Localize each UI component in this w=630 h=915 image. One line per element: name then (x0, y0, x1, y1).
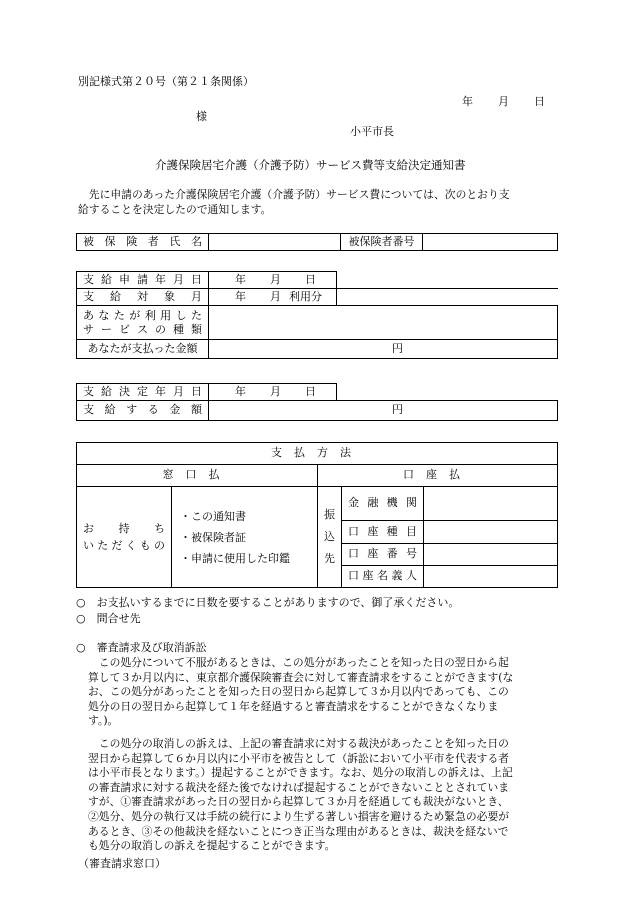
target-suffix: 利用分 (289, 289, 322, 303)
decision-amount-label: 支給する金額 (77, 401, 209, 421)
counter-payment-text: 窓口払 (162, 468, 232, 482)
counter-payment-header (77, 465, 318, 487)
blank-cell (337, 384, 558, 401)
target-year: 年 (235, 289, 246, 303)
recipient-suffix: 様 (196, 110, 207, 123)
insured-number-field[interactable] (423, 234, 558, 251)
target-month: 月 (270, 289, 281, 303)
payment-table (76, 442, 558, 588)
bring-label-line: いただくもの (83, 539, 165, 552)
insured-name-label: 被保険者氏名 (77, 234, 209, 251)
insured-table (76, 233, 558, 251)
bank-payment-header (318, 465, 558, 487)
decision-amount-field[interactable] (209, 401, 558, 421)
service-type-label-line: あなたが利用した (83, 308, 202, 322)
application-date-month: 月 (270, 272, 281, 286)
issue-month-label: 月 (498, 95, 509, 108)
appeal-title: ○ 審査請求及び取消訴訟 (76, 641, 207, 654)
decision-table (76, 383, 558, 421)
decision-date-month: 月 (270, 384, 281, 398)
bring-item: ・この通知書 (180, 509, 246, 523)
payment-title (77, 443, 558, 465)
appeal-line: 翌日から起算して６か月以内に小平市を被告として（訴訟において小平市を代表する者 (88, 751, 510, 765)
insured-number-label: 被保険者番号 (341, 234, 423, 251)
appeal-line: ②処分、処分の執行又は手続の続行により生ずる著しい損害を避けるため緊急の必要が (88, 809, 510, 823)
decision-date-year: 年 (235, 384, 246, 398)
intro-line: 先に申請のあった介護保険居宅介護（介護予防）サービス費については、次のとおり支 (78, 188, 510, 201)
appeal-line: 算して３か月以内に、東京都介護保険審査会に対して審査請求をすることができます(な (88, 670, 514, 684)
appeal-line: も処分の取消しの訴えを提起することができます。 (88, 839, 336, 853)
issue-day-label: 日 (534, 95, 545, 108)
paid-amount-label: あなたが支払った金額 (77, 340, 209, 359)
payment-title-text: 支払方法 (271, 446, 364, 460)
intro-paragraph (78, 188, 558, 217)
paid-amount-field[interactable] (209, 340, 558, 359)
intro-line: 給することを決定したので通知します。 (78, 202, 272, 216)
bank-name-field[interactable] (424, 487, 558, 521)
bank-name-label: 金融機関 (342, 487, 424, 521)
appeal-paragraph-1 (88, 656, 558, 729)
appeal-line: この処分について不服があるときは、この処分があったことを知った日の翌日から起 (88, 656, 509, 669)
note-delay: ○ お支払いするまでに日数を要することがありますので、御了承ください。 (76, 596, 460, 609)
appeal-line: お、この処分があったことを知った日の翌日から起算して３か月以内であっても、この (88, 685, 509, 699)
yen-label: 円 (392, 341, 403, 355)
service-type-label (77, 306, 209, 340)
insured-name-field[interactable] (209, 234, 341, 251)
note-inquiry: ○ 問合せ先 (76, 612, 141, 625)
appeal-line: は小平市長となります。）提起することができます。なお、処分の取消しの訴えは、上記 (88, 766, 513, 780)
bring-label-line: お持ち (83, 522, 165, 535)
decision-date-label: 支給決定年月日 (77, 384, 209, 401)
application-table (76, 271, 558, 359)
blank-cell (337, 272, 558, 289)
transfer-char: 先 (324, 552, 335, 565)
appeal-line: の審査請求に対する裁決を経た後でなければ提起することができないこととされていま (88, 780, 510, 794)
bring-item: ・被保険者証 (180, 530, 246, 544)
account-holder-field[interactable] (424, 566, 558, 588)
account-type-field[interactable] (424, 521, 558, 544)
bank-payment-text: 口座払 (403, 468, 473, 482)
issuer: 小平市長 (350, 125, 394, 138)
application-date-field[interactable] (209, 272, 337, 289)
application-date-day: 日 (305, 272, 316, 286)
appeal-paragraph-2 (88, 737, 558, 854)
yen-label: 円 (392, 403, 403, 417)
appeal-line: すが、①審査請求があった日の翌日から起算して３か月を経過しても裁決がないとき、 (88, 795, 509, 809)
bring-items-label (77, 487, 172, 588)
document-title: 介護保険居宅介護（介護予防）サービス費等支給決定通知書 (155, 158, 466, 172)
transfer-char: 込 (324, 530, 335, 543)
bring-item: ・申請に使用した印鑑 (180, 551, 290, 565)
application-date-label: 支給申請年月日 (77, 272, 209, 289)
account-number-label: 口座番号 (342, 544, 424, 566)
blank-cell (337, 289, 558, 306)
account-number-field[interactable] (424, 544, 558, 566)
target-month-label: 支給対象月 (77, 289, 209, 306)
account-holder-label: 口座名義人 (342, 566, 424, 588)
issue-year-label: 年 (462, 95, 473, 108)
application-date-year: 年 (235, 272, 246, 286)
service-type-label-line: サービスの種類 (83, 322, 202, 336)
appeal-line: す。)。 (88, 714, 119, 728)
service-type-field[interactable] (209, 306, 558, 340)
appeal-window: （審査請求窓口） (78, 857, 166, 870)
transfer-char: 振 (324, 508, 335, 521)
account-type-label: 口座種目 (342, 521, 424, 544)
decision-date-field[interactable] (209, 384, 337, 401)
appeal-line: 処分の日の翌日から起算して１年を経過すると審査請求をすることができなくなりま (88, 699, 499, 713)
target-month-field[interactable] (209, 289, 337, 306)
decision-date-day: 日 (305, 384, 316, 398)
appeal-line: この処分の取消しの訴えは、上記の審査請求に対する裁決があったことを知った日の (88, 737, 509, 750)
appeal-line: あるとき、③その他裁決を経ないことにつき正当な理由があるときは、裁決を経ないで (88, 824, 509, 838)
transfer-destination-label (318, 487, 342, 588)
bring-items-list (172, 487, 318, 588)
form-number: 別記様式第２０号（第２１条関係） (78, 75, 254, 88)
